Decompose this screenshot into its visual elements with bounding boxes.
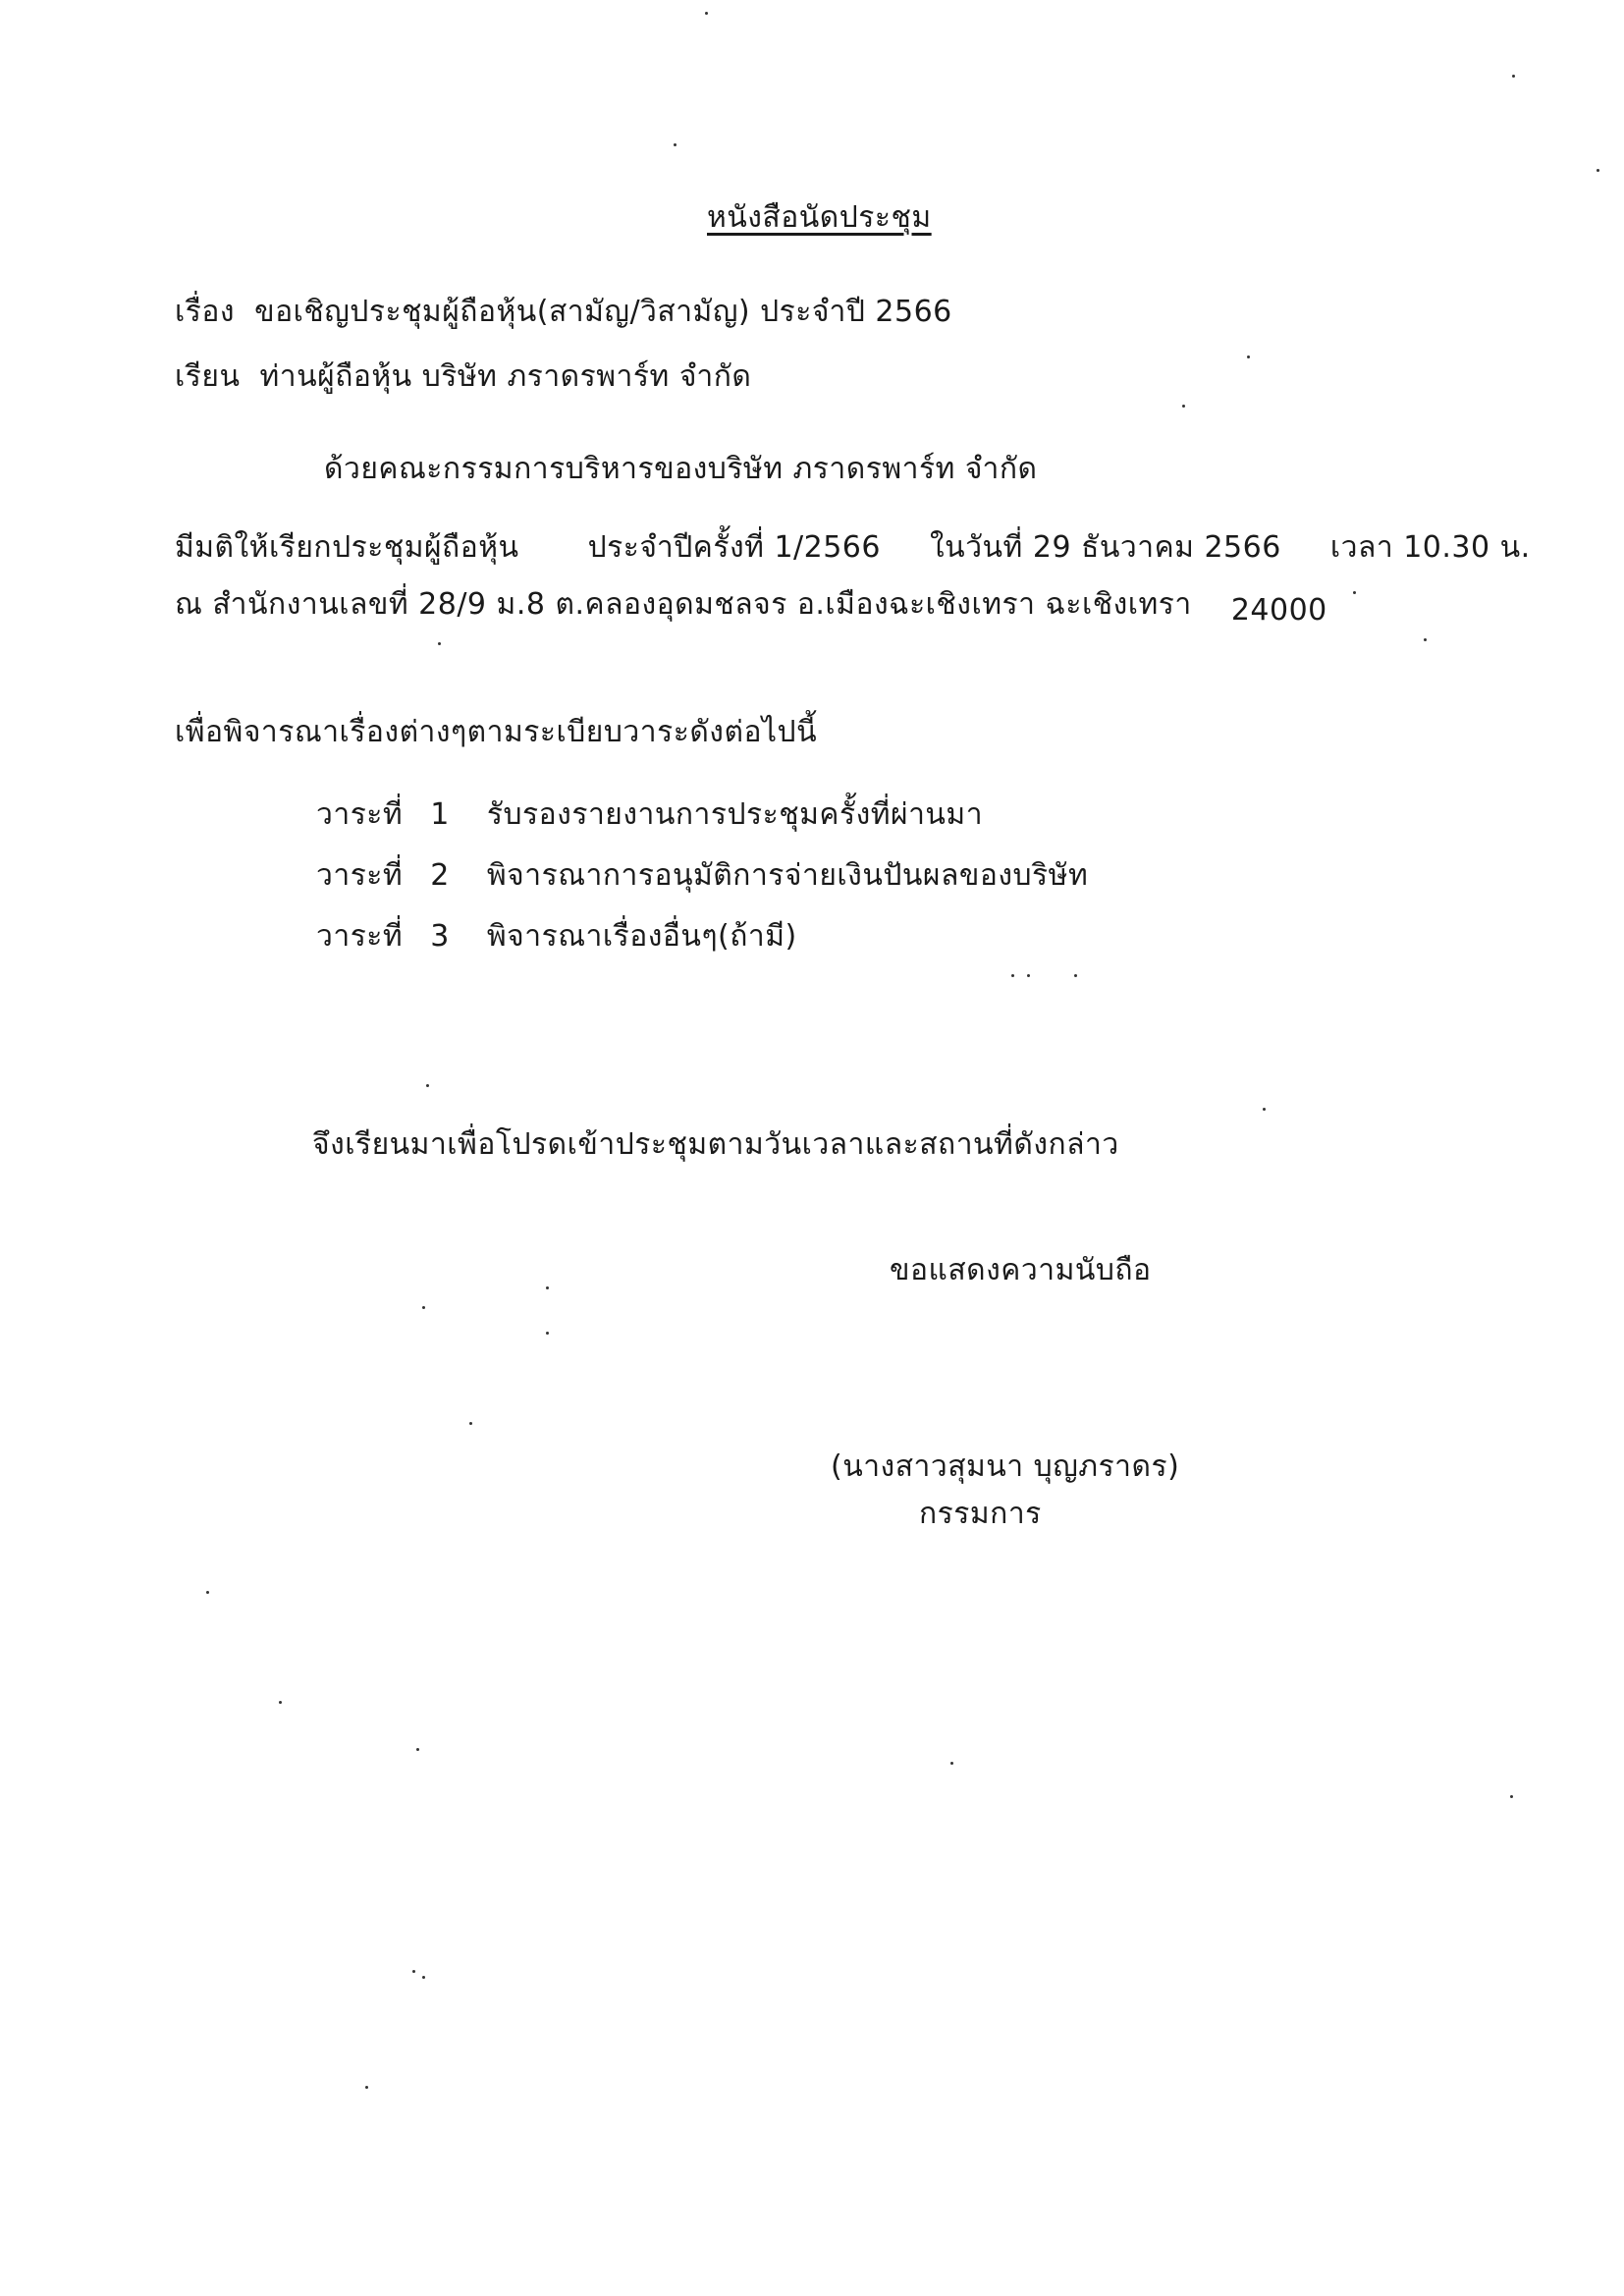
agenda-item [316, 919, 797, 955]
scan-speck [469, 1422, 472, 1425]
resolution-line [175, 530, 1531, 566]
meeting-time: เวลา 10.30 น. [1329, 530, 1531, 565]
scan-speck [1353, 591, 1356, 594]
agenda-item [316, 858, 1088, 894]
scan-speck [1424, 638, 1427, 641]
scan-speck [1510, 1795, 1513, 1798]
scan-speck [422, 1306, 425, 1309]
scan-speck [279, 1701, 282, 1704]
scan-speck [365, 2086, 368, 2089]
meeting-number: ประจำปีครั้งที่ 1/2566 [587, 530, 881, 565]
scan-speck [422, 1976, 425, 1979]
agenda-label: วาระที่ [316, 919, 404, 954]
signatory-position: กรรมการ [919, 1497, 1042, 1531]
agenda-number: 3 [430, 919, 450, 954]
scan-speck [416, 1748, 419, 1751]
scan-speck [1263, 1108, 1266, 1111]
location-postcode: 24000 [1230, 593, 1327, 628]
scan-speck [1512, 75, 1515, 78]
scan-speck [1074, 974, 1077, 977]
scan-speck [1247, 355, 1250, 358]
document-title: หนังสือนัดประชุม [707, 200, 932, 235]
location-text: ณ สำนักงานเลขที่ 28/9 ม.8 ต.คลองอุดมชลจร อ.เมืองฉะเชิงเทรา ฉะเชิงเทรา [175, 587, 1192, 622]
scan-speck [1027, 974, 1030, 977]
scan-speck [1182, 405, 1185, 408]
scan-speck [1597, 169, 1599, 172]
agenda-item [316, 797, 983, 833]
scan-speck [206, 1591, 209, 1594]
resolution-prefix: มีมติให้เรียกประชุมผู้ถือหุ้น [175, 530, 519, 565]
scan-speck [950, 1762, 953, 1765]
agenda-number: 2 [430, 858, 450, 893]
agenda-number: 1 [430, 797, 450, 832]
recipient-text: ท่านผู้ถือหุ้น บริษัท ภราดรพาร์ท จำกัด [259, 359, 752, 394]
recipient-label: เรียน [175, 359, 241, 394]
intro-text: ด้วยคณะกรรมการบริหารของบริษัท ภราดรพาร์ท จำกัด [324, 452, 1038, 486]
agenda-label: วาระที่ [316, 858, 404, 893]
location-line [175, 587, 1327, 628]
recipient-line [175, 359, 751, 395]
scan-speck [426, 1084, 429, 1087]
subject-text: ขอเชิญประชุมผู้ถือหุ้น(สามัญ/วิสามัญ) ประจำปี 2566 [254, 295, 952, 329]
agenda-text: รับรองรายงานการประชุมครั้งที่ผ่านมา [486, 797, 984, 832]
signatory-name: (นางสาวสุมนา บุญภราดร) [831, 1449, 1180, 1484]
subject-line [175, 295, 952, 330]
scan-speck [412, 1970, 415, 1973]
scan-speck [705, 12, 708, 15]
agenda-text: พิจารณาเรื่องอื่นๆ(ถ้ามี) [486, 919, 797, 954]
meeting-date: ในวันที่ 29 ธันวาคม 2566 [930, 530, 1281, 565]
agenda-label: วาระที่ [316, 797, 404, 832]
scan-speck [674, 143, 677, 146]
scan-speck [1011, 974, 1014, 977]
scan-speck [438, 642, 441, 645]
closing-text: จึงเรียนมาเพื่อโปรดเข้าประชุมตามวันเวลาและสถานที่ดังกล่าว [312, 1127, 1119, 1162]
scan-speck [546, 1332, 549, 1335]
scan-speck [546, 1286, 549, 1289]
subject-label: เรื่อง [175, 295, 236, 329]
agenda-text: พิจารณาการอนุมัติการจ่ายเงินปันผลของบริษัท [486, 858, 1089, 893]
salutation-text: ขอแสดงความนับถือ [890, 1253, 1152, 1287]
agenda-intro: เพื่อพิจารณาเรื่องต่างๆตามระเบียบวาระดังต่อไปนี้ [175, 715, 818, 749]
